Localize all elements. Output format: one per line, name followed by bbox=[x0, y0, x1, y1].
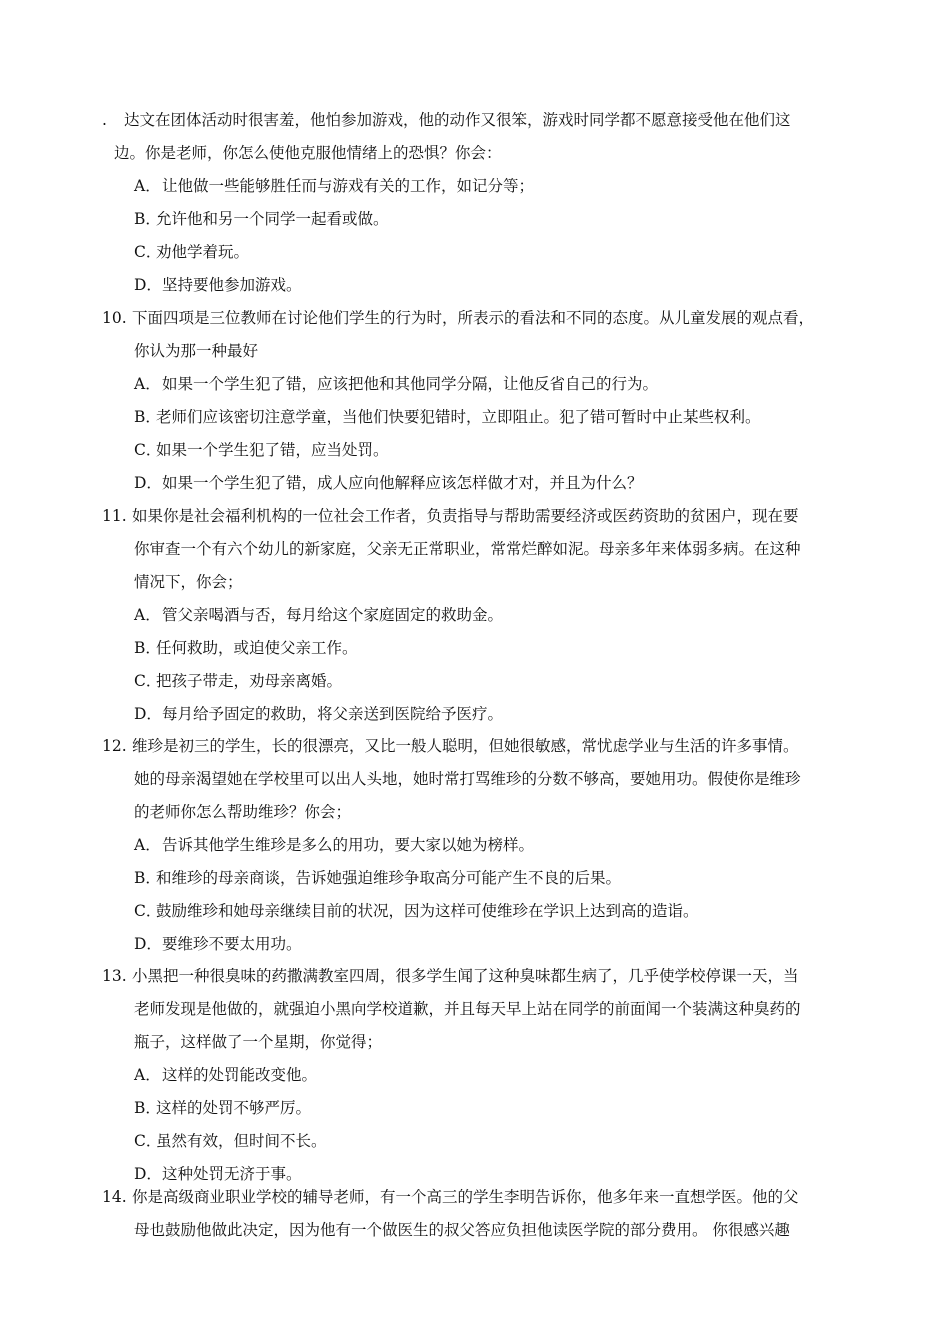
option-b: B．允许他和另一个同学一起看或做。 bbox=[134, 210, 389, 228]
option-a: A．这样的处罚能改变他。 bbox=[134, 1066, 318, 1084]
option-d: D．这种处罚无济于事。 bbox=[134, 1165, 302, 1183]
stem-line: 她的母亲渴望她在学校里可以出人头地，她时常打骂维珍的分数不够高，要她用功。假使你是维珍 bbox=[134, 770, 801, 788]
stem-line: 情况下，你会； bbox=[134, 573, 243, 591]
question-number: 10. bbox=[102, 309, 127, 327]
option-a: A．管父亲喝酒与否，每月给这个家庭固定的救助金。 bbox=[134, 606, 504, 624]
option-c: C．劝他学着玩。 bbox=[134, 243, 250, 261]
option-c: C．如果一个学生犯了错，应当处罚。 bbox=[134, 441, 389, 459]
option-b: B．老师们应该密切注意学童，当他们快要犯错时，立即阻止。犯了错可暂时中止某些权利。 bbox=[134, 408, 761, 426]
stem-line: 下面四项是三位教师在讨论他们学生的行为时，所表示的看法和不同的态度。从儿童发展的观点看， bbox=[132, 309, 815, 327]
question-stem bbox=[0, 1181, 950, 1247]
option-b: B．和维珍的母亲商谈，告诉她强迫维珍争取高分可能产生不良的后果。 bbox=[134, 869, 622, 887]
option-b: B．任何救助，或迫使父亲工作。 bbox=[134, 639, 358, 657]
option-c: C．把孩子带走，劝母亲离婚。 bbox=[134, 672, 343, 690]
stem-line: 边。你是老师，你怎么使他克服他情绪上的恐惧？你会： bbox=[114, 144, 502, 162]
question-13 bbox=[0, 960, 950, 1191]
question-11 bbox=[0, 500, 950, 731]
stem-line: 母也鼓励他做此决定，因为他有一个做医生的叔父答应负担他读医学院的部分费用。 你很感兴趣 bbox=[134, 1221, 790, 1239]
stem-line: 你审查一个有六个幼儿的新家庭，父亲无正常职业，常常烂醉如泥。母亲多年来体弱多病。在这种 bbox=[134, 540, 801, 558]
question-number: . bbox=[102, 111, 107, 129]
question-number: 12. bbox=[102, 737, 127, 755]
stem-line: 维珍是初三的学生，长的很漂亮，又比一般人聪明，但她很敏感，常忧虑学业与生活的许多事情。 bbox=[132, 737, 799, 755]
option-a: A．如果一个学生犯了错，应该把他和其他同学分隔，让他反省自己的行为。 bbox=[134, 375, 659, 393]
option-a: A．告诉其他学生维珍是多么的用功，要大家以她为榜样。 bbox=[134, 836, 535, 854]
stem-line: 如果你是社会福利机构的一位社会工作者，负责指导与帮助需要经济或医药资助的贫困户，现在要 bbox=[132, 507, 799, 525]
stem-line: 老师发现是他做的，就强迫小黑向学校道歉，并且每天早上站在同学的前面闻一个装满这种臭药的 bbox=[134, 1000, 801, 1018]
option-c: C．鼓励维珍和她母亲继续目前的状况，因为这样可使维珍在学识上达到高的造诣。 bbox=[134, 902, 699, 920]
option-a: A．让他做一些能够胜任而与游戏有关的工作，如记分等； bbox=[134, 177, 535, 195]
stem-line: 你认为那一种最好 bbox=[134, 342, 259, 360]
stem-line: 的老师你怎么帮助维珍？你会； bbox=[134, 803, 352, 821]
question-10 bbox=[0, 302, 950, 500]
question-number: 14. bbox=[102, 1188, 127, 1206]
option-c: C．虽然有效，但时间不长。 bbox=[134, 1132, 327, 1150]
stem-line: 瓶子，这样做了一个星期，你觉得； bbox=[134, 1033, 383, 1051]
option-d: D．如果一个学生犯了错，成人应向他解释应该怎样做才对，并且为什么？ bbox=[134, 474, 643, 492]
stem-line: 你是高级商业职业学校的辅导老师，有一个高三的学生李明告诉你，他多年来一直想学医。他的父 bbox=[132, 1188, 799, 1206]
question-number: 11. bbox=[102, 507, 127, 525]
question-stem bbox=[0, 302, 950, 368]
question-12 bbox=[0, 730, 950, 961]
option-d: D．每月给予固定的救助，将父亲送到医院给予医疗。 bbox=[134, 705, 504, 723]
option-d: D．坚持要他参加游戏。 bbox=[134, 276, 302, 294]
question-14 bbox=[0, 1181, 950, 1247]
stem-line: 达文在团体活动时很害羞，他怕参加游戏，他的动作又很笨，游戏时同学都不愿意接受他在他们这 bbox=[124, 111, 791, 129]
question-stem bbox=[0, 960, 950, 1059]
option-d: D．要维珍不要太用功。 bbox=[134, 935, 302, 953]
question-9 bbox=[0, 104, 950, 302]
question-number: 13. bbox=[102, 967, 127, 985]
question-stem bbox=[0, 500, 950, 599]
stem-line: 小黑把一种很臭味的药撒满教室四周，很多学生闻了这种臭味都生病了，几乎使学校停课一天，当 bbox=[132, 967, 799, 985]
question-stem bbox=[0, 730, 950, 829]
option-b: B．这样的处罚不够严厉。 bbox=[134, 1099, 312, 1117]
question-stem bbox=[0, 104, 950, 170]
